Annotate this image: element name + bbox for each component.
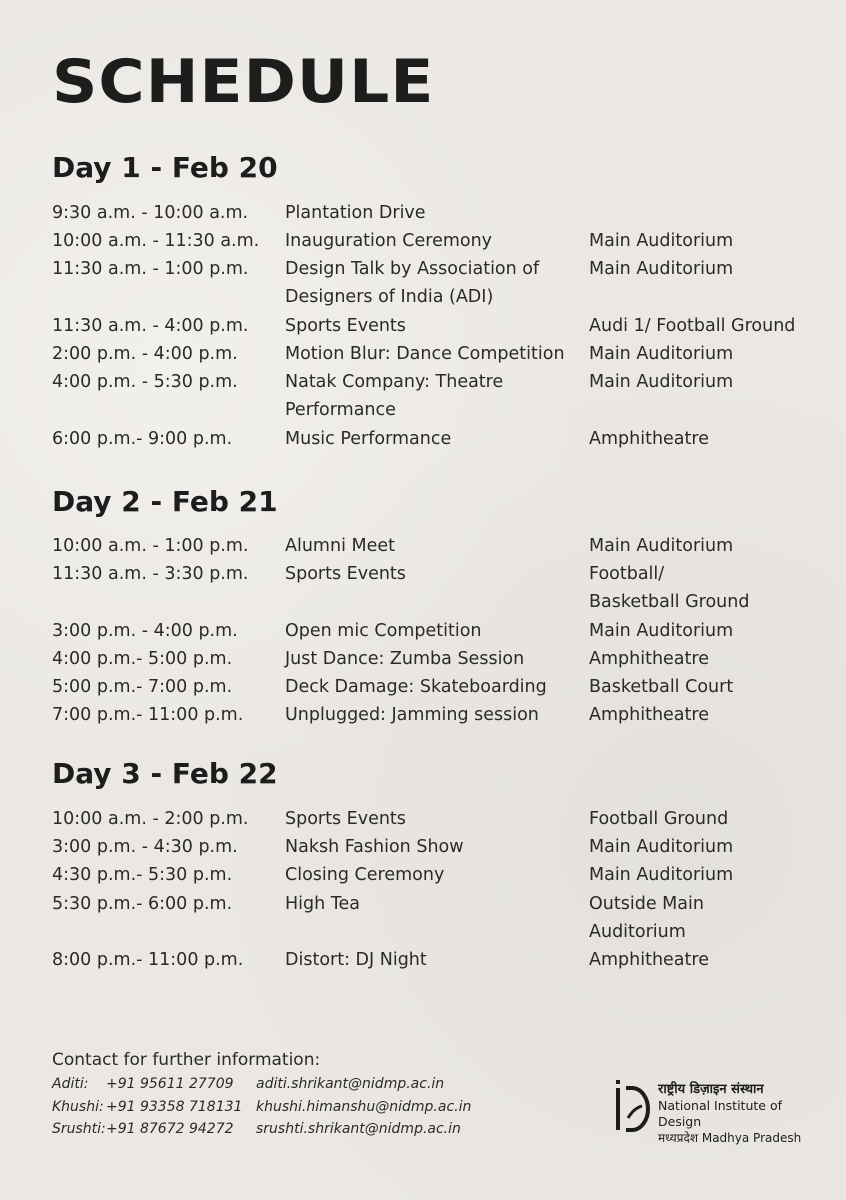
event-venue-line: Main Auditorium (589, 837, 734, 858)
event-name-line: High Tea (285, 893, 360, 914)
event-time: 10:00 a.m. - 1:00 p.m. (52, 536, 249, 556)
event-time: 5:00 p.m.- 7:00 p.m. (52, 677, 233, 697)
event-name-line: Unplugged: Jamming session (285, 705, 539, 726)
contact-phone[interactable]: +91 95611 27709 (106, 1076, 234, 1092)
event-venue (589, 673, 733, 701)
logo-english-name: National Institute of Design (658, 1098, 782, 1129)
event-name-line: Performance (285, 400, 396, 421)
nid-logo (612, 1078, 812, 1145)
event-venue (589, 227, 733, 255)
event-venue-line: Outside Main (589, 893, 704, 914)
logo-location-english: Madhya Pradesh (701, 1131, 802, 1145)
event-venue (589, 560, 749, 616)
contact-phone[interactable]: +91 87672 94272 (106, 1121, 234, 1137)
event-venue (589, 833, 733, 861)
nid-logo-mark-icon (612, 1078, 652, 1134)
logo-location-hindi: मध्यप्रदेश (658, 1131, 699, 1145)
event-name-line: Just Dance: Zumba Session (285, 648, 525, 669)
event-venue-line: Basketball Court (589, 677, 734, 697)
event-name-line: Natak Company: Theatre (285, 372, 504, 393)
day-heading: Day 3 - Feb 22 (52, 757, 278, 790)
event-name (285, 673, 547, 701)
event-venue (589, 368, 733, 396)
contact-name: Aditi: (52, 1076, 89, 1092)
event-name-line: Music Performance (285, 428, 452, 449)
event-name-line: Design Talk by Association of (285, 259, 540, 280)
event-venue-line: Basketball Ground (589, 592, 750, 613)
event-name-line: Sports Events (285, 564, 406, 585)
logo-location (658, 1130, 812, 1146)
event-venue-line: Amphitheatre (589, 648, 709, 669)
event-name-line: Closing Ceremony (285, 865, 445, 886)
event-name (285, 227, 492, 255)
contact-name: Srushti: (52, 1121, 106, 1137)
event-name-line: Naksh Fashion Show (285, 837, 464, 858)
event-venue-line: Audi 1/ Football Ground (589, 315, 796, 336)
event-name (285, 833, 464, 861)
event-venue-line: Main Auditorium (589, 865, 734, 886)
event-name (285, 946, 427, 974)
event-venue (589, 645, 709, 673)
event-name (285, 368, 503, 424)
contact-email[interactable]: khushi.himanshu@nidmp.ac.in (256, 1098, 472, 1115)
event-venue-line: Auditorium (589, 921, 686, 942)
event-time: 11:30 a.m. - 1:00 p.m. (52, 259, 249, 280)
event-name-line: Sports Events (285, 315, 406, 336)
event-time: 3:00 p.m. - 4:30 p.m. (52, 837, 238, 858)
contact-name: Khushi: (52, 1098, 104, 1115)
event-name (285, 617, 482, 645)
event-time: 2:00 p.m. - 4:00 p.m. (52, 344, 238, 364)
event-name (285, 861, 444, 889)
event-name-line: Deck Damage: Skateboarding (285, 677, 547, 697)
event-time: 4:00 p.m.- 5:00 p.m. (52, 648, 233, 669)
page-title: SCHEDULE (52, 47, 435, 117)
event-time: 3:00 p.m. - 4:00 p.m. (52, 620, 238, 641)
event-venue-line: Amphitheatre (589, 949, 709, 970)
event-name (285, 532, 395, 560)
event-venue (589, 425, 709, 453)
event-time: 10:00 a.m. - 11:30 a.m. (52, 231, 260, 252)
day-heading: Day 1 - Feb 20 (52, 151, 278, 184)
event-venue-line: Main Auditorium (589, 620, 734, 641)
event-venue-line: Main Auditorium (589, 231, 734, 252)
event-name-line: Plantation Drive (285, 203, 426, 223)
event-name (285, 340, 565, 368)
event-venue-line: Amphitheatre (589, 428, 709, 449)
event-time: 6:00 p.m.- 9:00 p.m. (52, 428, 233, 449)
event-time: 5:30 p.m.- 6:00 p.m. (52, 893, 233, 914)
event-name (285, 199, 426, 227)
event-venue (589, 340, 733, 368)
event-venue (589, 617, 733, 645)
event-venue-line: Amphitheatre (589, 705, 709, 726)
event-time: 10:00 a.m. - 2:00 p.m. (52, 809, 249, 829)
contact-email[interactable]: srushti.shrikant@nidmp.ac.in (256, 1121, 461, 1137)
event-venue-line: Football/ (589, 564, 665, 585)
event-name-line: Open mic Competition (285, 620, 482, 641)
event-name (285, 890, 360, 918)
event-venue (589, 861, 733, 889)
event-name-line: Motion Blur: Dance Competition (285, 344, 565, 364)
event-name (285, 255, 539, 311)
event-time: 4:30 p.m.- 5:30 p.m. (52, 865, 233, 886)
event-name (285, 701, 539, 729)
event-venue-line: Football Ground (589, 809, 729, 829)
event-venue (589, 532, 733, 560)
event-time: 7:00 p.m.- 11:00 p.m. (52, 705, 244, 726)
event-venue (589, 805, 728, 833)
event-time: 11:30 a.m. - 4:00 p.m. (52, 315, 249, 336)
contact-phone[interactable]: +91 93358 718131 (106, 1098, 243, 1115)
event-name (285, 805, 406, 833)
event-time: 9:30 a.m. - 10:00 a.m. (52, 203, 249, 223)
logo-hindi-name: राष्ट्रीय डिज़ाइन संस्थान (658, 1082, 764, 1097)
contact-email[interactable]: aditi.shrikant@nidmp.ac.in (256, 1076, 445, 1092)
event-name-line: Sports Events (285, 809, 406, 829)
event-time: 4:00 p.m. - 5:30 p.m. (52, 372, 238, 393)
event-name-line: Designers of India (ADI) (285, 287, 494, 308)
event-time: 11:30 a.m. - 3:30 p.m. (52, 564, 249, 585)
event-name-line: Inauguration Ceremony (285, 231, 493, 252)
event-name-line: Alumni Meet (285, 536, 395, 556)
event-name (285, 645, 524, 673)
contact-heading: Contact for further information: (52, 1050, 321, 1070)
event-name (285, 312, 406, 340)
event-venue-line: Main Auditorium (589, 259, 734, 280)
event-venue (589, 255, 733, 283)
event-venue (589, 890, 709, 974)
event-name-line: Distort: DJ Night (285, 950, 427, 970)
event-venue-line: Main Auditorium (589, 344, 734, 364)
day-heading: Day 2 - Feb 21 (52, 485, 278, 518)
event-name (285, 560, 406, 588)
event-venue-line: Main Auditorium (589, 536, 734, 556)
event-venue (589, 312, 795, 340)
event-name (285, 425, 451, 453)
event-venue-line: Main Auditorium (589, 372, 734, 393)
event-venue (589, 701, 709, 729)
event-time: 8:00 p.m.- 11:00 p.m. (52, 950, 244, 970)
